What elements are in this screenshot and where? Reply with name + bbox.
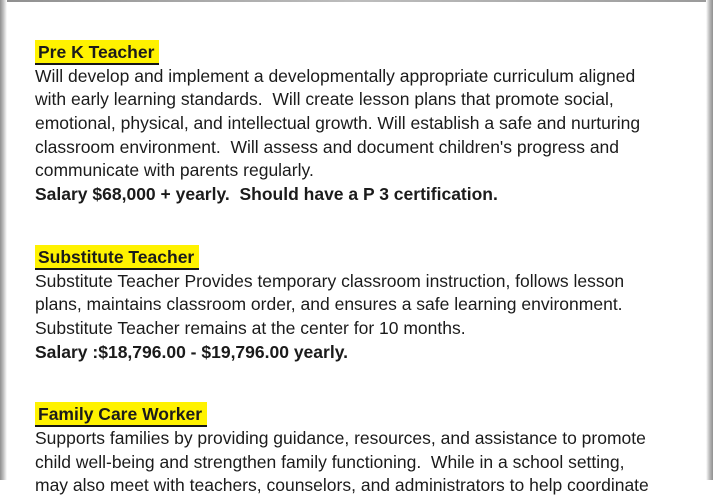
salary-line: Salary :$18,796.00 - $19,796.00 yearly.	[35, 341, 348, 362]
job-title	[35, 41, 683, 65]
job-section-family-care-worker	[35, 403, 683, 498]
job-description-line: Will develop and implement a developmentally appropriate curriculum aligned	[35, 65, 636, 86]
job-title-highlight: Substitute Teacher	[35, 245, 199, 270]
job-description-line: Substitute Teacher remains at the center for 10 months.	[35, 317, 466, 338]
job-description-line: with early learning standards. Will create lesson plans that promote social,	[35, 89, 614, 110]
job-description-line-clipped: may also meet with teachers, counselors, and administrators to help coordinate	[35, 475, 649, 496]
job-description-line: plans, maintains classroom order, and ensures a safe learning environment.	[35, 294, 623, 315]
job-description-line: Supports families by providing guidance, resources, and assistance to promote	[35, 427, 646, 448]
job-section-substitute-teacher	[35, 246, 683, 364]
job-title-highlight: Family Care Worker	[35, 402, 207, 427]
document-page	[35, 41, 683, 498]
job-description-line: Substitute Teacher Provides temporary classroom instruction, follows lesson	[35, 270, 625, 291]
job-description-line: child well-being and strengthen family functioning. While in a school setting,	[35, 451, 625, 472]
job-section-pre-k-teacher	[35, 41, 683, 207]
job-title	[35, 246, 683, 270]
job-description-line: emotional, physical, and intellectual growth. Will establish a safe and nurturing	[35, 113, 641, 134]
page-left-edge	[0, 0, 7, 480]
job-title-highlight: Pre K Teacher	[35, 40, 159, 65]
job-title	[35, 403, 683, 427]
job-description-line: communicate with parents regularly.	[35, 160, 314, 181]
page-right-edge	[706, 0, 713, 480]
job-description-line: classroom environment. Will assess and document children's progress and	[35, 136, 620, 157]
salary-line: Salary $68,000 + yearly. Should have a P 3 certification.	[35, 184, 498, 205]
page-top-edge	[0, 0, 713, 2]
